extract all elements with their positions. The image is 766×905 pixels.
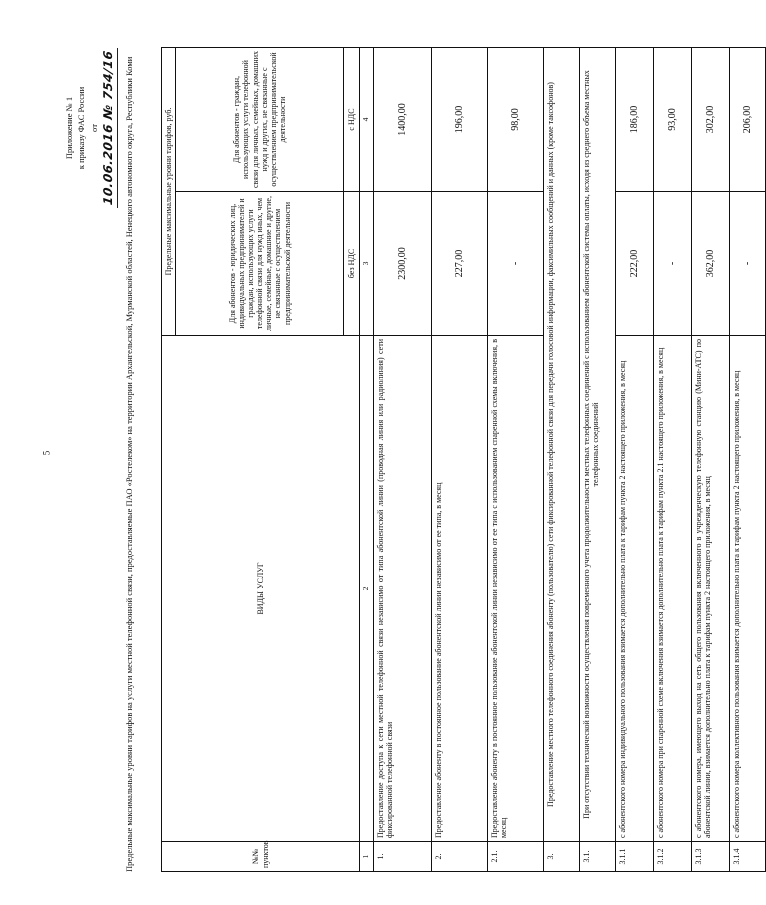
annex-date-line bbox=[88, 43, 119, 213]
annex-date-prefix: от bbox=[88, 124, 99, 132]
document-title: Предельные максимальные уровни тарифов на услуги местной телефонной связи, предоставляемые ПАО «Ростелеком» на территории Архангельской, Мурманской областей, Ненецкого автономного округа, Республики Коми bbox=[124, 56, 134, 872]
annex-block bbox=[63, 43, 118, 213]
row-value-without-vat: 222,00 bbox=[615, 192, 653, 336]
row-value-with-vat: 98,00 bbox=[487, 48, 543, 192]
header-citizens: Для абонентов - граждан, использующих услуги телефонной связи для личных, семейных, домашних нужд и других, не связанные с осуществлением предпринимательской деятельности bbox=[176, 48, 344, 192]
row-number: 3. bbox=[543, 842, 579, 872]
row-value-without-vat: 362,00 bbox=[691, 192, 729, 336]
header-without-vat: без НДС bbox=[344, 192, 360, 336]
annex-line-2: к приказу ФАС России bbox=[76, 86, 87, 170]
row-service-merged: При отсутствии технической возможности осуществления повременного учета продолжительности местных телефонных соединений с использованием абонентской системы оплаты, исходя из среднего объема местных телефонных соединений bbox=[579, 48, 615, 842]
row-service: Предоставление абоненту в постоянное пользование абонентской линии независимо от ее типа с использованием спаренной схемы включения, в месяц bbox=[487, 336, 543, 842]
header-with-vat: с НДС bbox=[344, 48, 360, 192]
row-value-without-vat: - bbox=[487, 192, 543, 336]
row-value-with-vat: 1400,00 bbox=[373, 48, 431, 192]
row-number: 2. bbox=[431, 842, 487, 872]
annex-handwritten-date: 10.06.2016 № 754/16 bbox=[100, 49, 115, 207]
row-service: с абонентского номера коллективного пользования взимается дополнительно плата к тарифам пункта 2 настоящего приложения, в месяц bbox=[729, 336, 765, 842]
row-value-with-vat: 302,00 bbox=[691, 48, 729, 192]
tariff-table-wrapper bbox=[161, 48, 753, 872]
table-row bbox=[615, 48, 653, 872]
rotated-document-page bbox=[57, 38, 753, 878]
row-number: 3.1.2 bbox=[653, 842, 691, 872]
row-service: Предоставление абоненту в постоянное пользование абонентской линии независимо от ее типа, в месяц bbox=[431, 336, 487, 842]
row-value-without-vat: 2300,00 bbox=[373, 192, 431, 336]
row-number: 3.1.3 bbox=[691, 842, 729, 872]
row-number: 3.1. bbox=[579, 842, 615, 872]
table-row bbox=[373, 48, 431, 872]
row-value-without-vat: - bbox=[729, 192, 765, 336]
row-service: Предоставление доступа к сети местной телефонной связи независимо от типа абонентской линии (проводная линия или радиолиния) сети фиксированной телефонной связи bbox=[373, 336, 431, 842]
row-value-with-vat: 206,00 bbox=[729, 48, 765, 192]
header-services: ВИДЫ УСЛУГ bbox=[162, 336, 360, 842]
row-value-without-vat: 227,00 bbox=[431, 192, 487, 336]
annex-line-1: Приложение № 1 bbox=[64, 96, 74, 160]
table-row bbox=[691, 48, 729, 872]
row-value-with-vat: 196,00 bbox=[431, 48, 487, 192]
tariff-table bbox=[161, 47, 766, 872]
table-row bbox=[653, 48, 691, 872]
row-value-with-vat: 93,00 bbox=[653, 48, 691, 192]
row-service-merged: Предоставление местного телефонного соединения абоненту (пользователю) сети фиксированной телефонной связи для передачи голосовой информации, факсимильных сообщений и данных (кроме таксофонов) bbox=[543, 48, 579, 842]
index-cell: 1 bbox=[360, 842, 374, 872]
row-number: 3.1.1 bbox=[615, 842, 653, 872]
index-cell: 3 bbox=[360, 192, 374, 336]
index-cell: 4 bbox=[360, 48, 374, 192]
table-row bbox=[487, 48, 543, 872]
row-service: с абонентского номера при спаренной схеме включения взимается дополнительно плата к тарифам пункта 2.1 настоящего приложения, в месяц bbox=[653, 336, 691, 842]
row-value-with-vat: 186,00 bbox=[615, 48, 653, 192]
table-row bbox=[729, 48, 765, 872]
table-row bbox=[579, 48, 615, 872]
row-service: с абонентского номера индивидуального пользования взимается дополнительно плата к тарифам пункта 2 настоящего приложения, в месяц bbox=[615, 336, 653, 842]
header-item-number: №№ пунктов bbox=[162, 842, 360, 872]
header-tariff-group: Предельные максимальные уровни тарифов, руб. bbox=[162, 48, 176, 336]
index-cell: 2 bbox=[360, 336, 374, 842]
header-legal-entities: Для абонентов - юридических лиц, индивидуальных предпринимателей и граждан, использующих услуги телефонной связи для нужд иных, чем личные, семейные, домашние и другие, не связанные с осуществлением предпринимательской деятельности bbox=[176, 192, 344, 336]
row-number: 2.1. bbox=[487, 842, 543, 872]
row-number: 3.1.4 bbox=[729, 842, 765, 872]
table-row bbox=[431, 48, 487, 872]
page-number: 5 bbox=[41, 450, 52, 456]
row-value-without-vat: - bbox=[653, 192, 691, 336]
table-row bbox=[543, 48, 579, 872]
row-service: с абонентского номера, имеющего выход на сеть общего пользования включенного в учрежденческую телефонную станцию (Мини-АТС) по абонентской линии, взимается дополнительно плата к тарифам пункта 2 настоящего приложения, в месяц bbox=[691, 336, 729, 842]
row-number: 1. bbox=[373, 842, 431, 872]
